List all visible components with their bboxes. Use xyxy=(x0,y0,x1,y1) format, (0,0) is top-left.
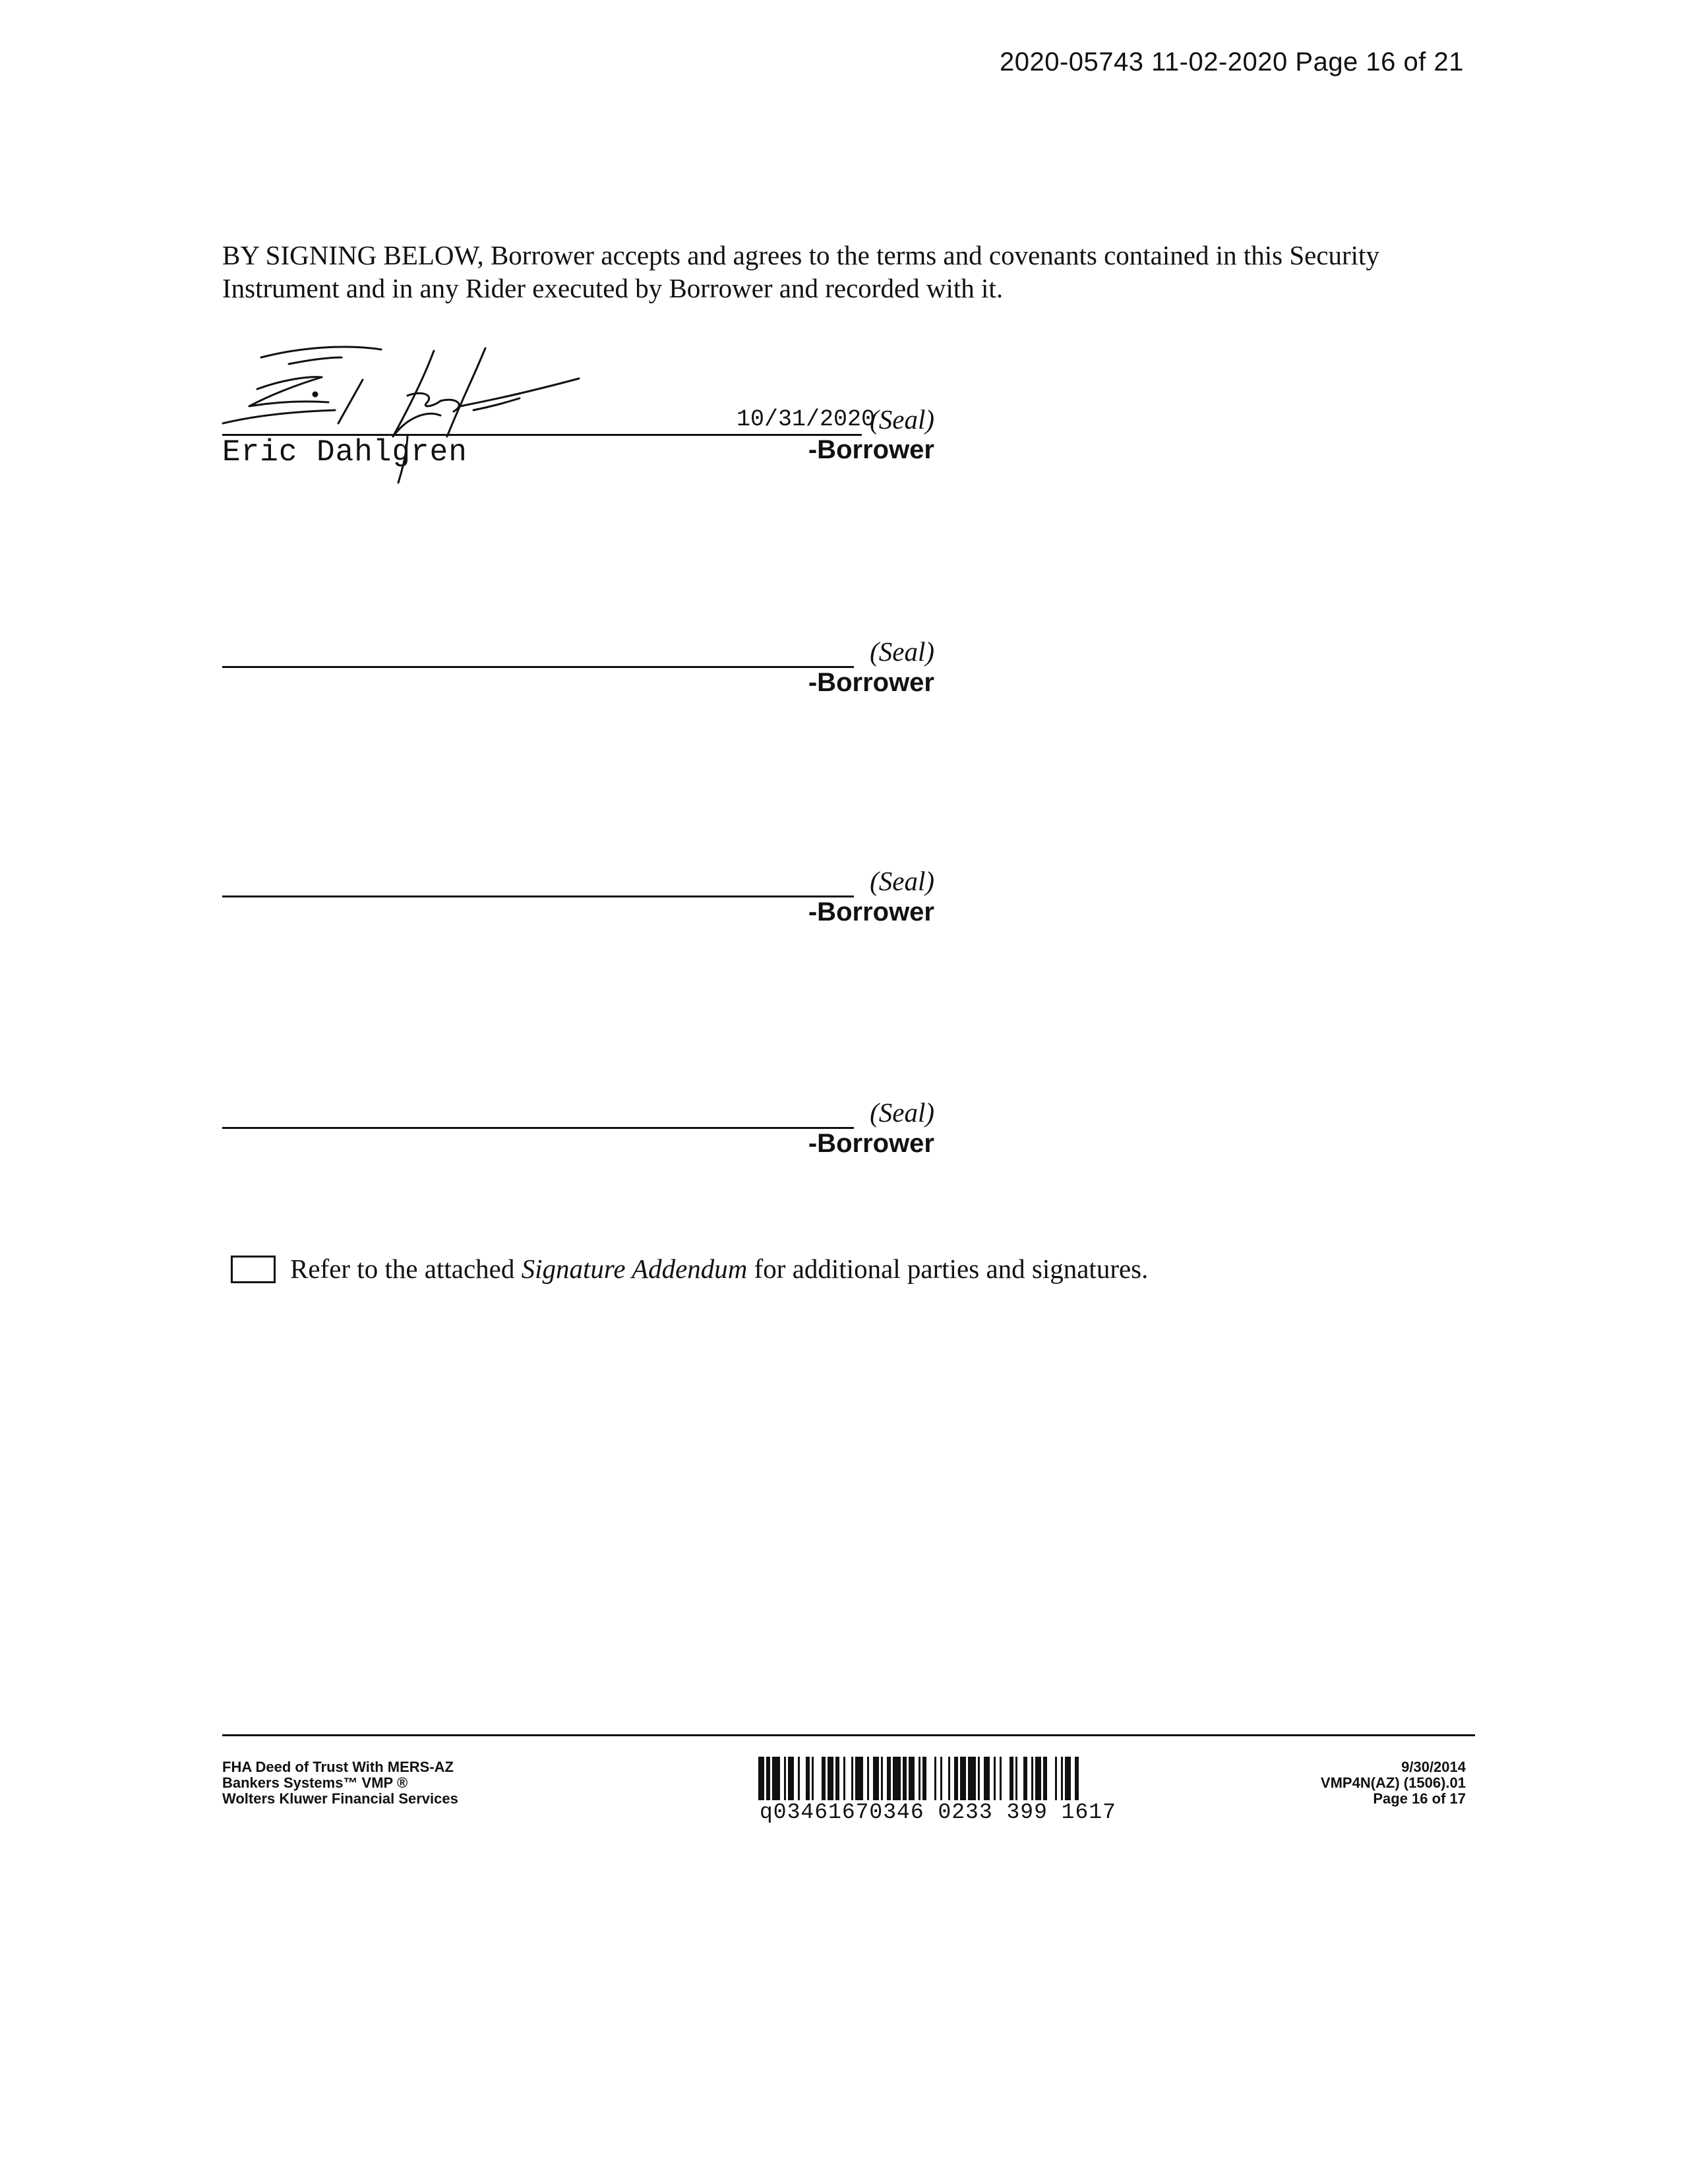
recording-stamp: 2020-05743 11-02-2020 Page 16 of 21 xyxy=(999,47,1464,76)
barcode-bar xyxy=(788,1757,794,1800)
barcode-bar xyxy=(887,1757,891,1800)
barcode-bar xyxy=(968,1757,976,1800)
borrower-label: -Borrower xyxy=(808,668,934,697)
barcode-bar xyxy=(843,1757,845,1800)
barcode-bar xyxy=(812,1757,814,1800)
barcode-bar xyxy=(954,1757,958,1800)
barcode-bar xyxy=(1023,1757,1027,1800)
barcode-bar xyxy=(1015,1757,1017,1800)
barcode-bar xyxy=(867,1757,869,1800)
barcode-bar xyxy=(909,1757,915,1800)
barcode-bar xyxy=(1075,1757,1079,1800)
barcode-bar xyxy=(903,1757,907,1800)
barcode-bar xyxy=(1061,1757,1063,1800)
barcode-bar xyxy=(1000,1757,1002,1800)
borrower-printed-name: Eric Dahlgren xyxy=(222,435,467,470)
addendum-text-emphasis: Signature Addendum xyxy=(521,1254,748,1284)
footer-divider xyxy=(222,1734,1475,1736)
footer-form-info xyxy=(222,1759,458,1807)
barcode-bar xyxy=(784,1757,786,1800)
barcode-bar xyxy=(806,1757,810,1800)
barcode-bar xyxy=(994,1757,996,1800)
footer-form-title: FHA Deed of Trust With MERS-AZ xyxy=(222,1759,454,1775)
signature-block-4 xyxy=(222,1093,934,1172)
seal-label: (Seal) xyxy=(870,866,934,896)
barcode-bar xyxy=(766,1757,770,1800)
addendum-text xyxy=(290,1253,1148,1285)
barcode-bar xyxy=(1035,1757,1041,1800)
seal-label: (Seal) xyxy=(870,636,934,667)
signature-line xyxy=(222,895,854,897)
footer-form-code: VMP4N(AZ) (1506).01 xyxy=(1320,1774,1466,1791)
barcode-bar xyxy=(758,1757,764,1800)
signature-addendum-row xyxy=(231,1253,1484,1292)
barcode-bar xyxy=(940,1757,942,1800)
barcode-bar xyxy=(1055,1757,1057,1800)
barcode-bar xyxy=(922,1757,926,1800)
borrower-label: -Borrower xyxy=(808,897,934,926)
barcode-bar xyxy=(893,1757,901,1800)
barcode-bar xyxy=(1065,1757,1071,1800)
barcode-number: q03461670346 0233 399 1617 xyxy=(760,1800,1116,1825)
borrower-label: -Borrower xyxy=(808,1129,934,1158)
barcode-bar xyxy=(948,1757,950,1800)
barcode-bar xyxy=(855,1757,863,1800)
barcode-bar xyxy=(835,1757,839,1800)
signature-line xyxy=(222,666,854,668)
signature-line xyxy=(222,1127,854,1129)
addendum-text-suffix: for additional parties and signatures. xyxy=(747,1254,1149,1284)
barcode-bar xyxy=(978,1757,980,1800)
document-barcode xyxy=(758,1757,1233,1800)
barcode-bar xyxy=(828,1757,833,1800)
barcode-bar xyxy=(919,1757,920,1800)
barcode-bar xyxy=(984,1757,990,1800)
barcode-bar xyxy=(1031,1757,1033,1800)
handwritten-signature xyxy=(210,338,592,496)
footer-version-info xyxy=(1321,1759,1466,1807)
seal-label: (Seal) xyxy=(870,1097,934,1128)
barcode-bar xyxy=(822,1757,826,1800)
barcode-bar xyxy=(798,1757,800,1800)
borrower-label: -Borrower xyxy=(808,435,934,464)
signature-block-3 xyxy=(222,861,934,940)
signature-block-2 xyxy=(222,632,934,711)
addendum-checkbox[interactable] xyxy=(231,1256,276,1283)
footer-form-vendor: Bankers Systems™ VMP ® xyxy=(222,1774,408,1791)
addendum-text-prefix: Refer to the attached xyxy=(290,1254,522,1284)
barcode-bar xyxy=(772,1757,780,1800)
barcode-bar xyxy=(1043,1757,1047,1800)
seal-label: (Seal) xyxy=(870,404,934,435)
footer-page-number: Page 16 of 17 xyxy=(1373,1790,1466,1807)
barcode-bar xyxy=(873,1757,879,1800)
barcode-bar xyxy=(881,1757,883,1800)
signing-statement: BY SIGNING BELOW, Borrower accepts and agrees to the terms and covenants contained in this Security Instrument and in any Rider executed by Borrower and recorded with it. xyxy=(222,240,1379,303)
barcode-bar xyxy=(1010,1757,1013,1800)
barcode-bar xyxy=(960,1757,966,1800)
barcode-bar xyxy=(934,1757,936,1800)
footer-form-publisher: Wolters Kluwer Financial Services xyxy=(222,1790,458,1807)
signature-date: 10/31/2020 xyxy=(737,406,876,433)
barcode-bar xyxy=(851,1757,853,1800)
footer-form-date: 9/30/2014 xyxy=(1401,1759,1466,1775)
